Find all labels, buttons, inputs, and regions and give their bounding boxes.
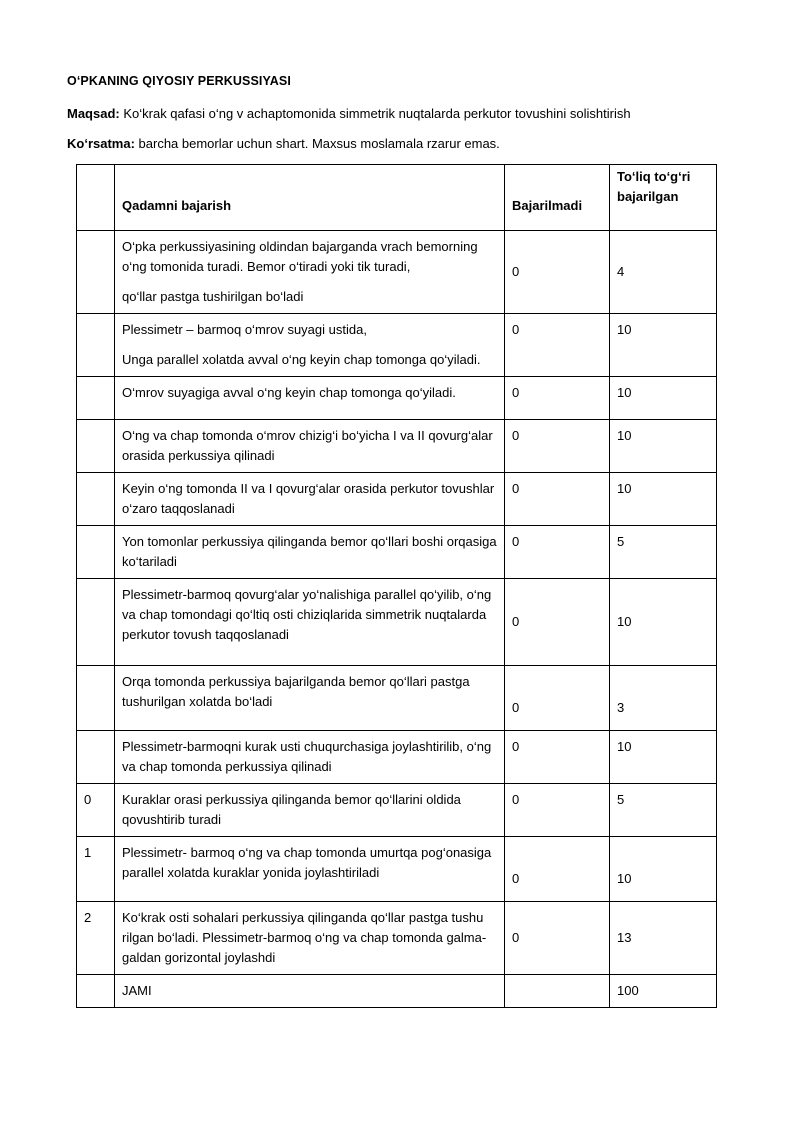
table-header-row [77,165,717,231]
row-step-text-2: qo‘llar pastga tushirilgan bo‘ladi [122,289,304,304]
total-not-done [505,975,610,1008]
row-done: 10 [610,377,717,420]
row-num [77,377,115,420]
total-row [77,975,717,1008]
header-num [77,165,115,231]
row-step [115,314,505,377]
row-done: 10 [610,731,717,784]
row-num [77,420,115,473]
row-not-done: 0 [505,902,610,975]
table-row [77,526,717,579]
row-step: Plessimetr-barmoq qovurg‘alar yo‘nalishiga parallel qo‘yilib, o‘ng va chap tomondagi qo‘ltiq osti chiziqlarida simmetrik nuqtalarda perkutor tovush taqqoslanadi [115,579,505,666]
row-done: 4 [610,231,717,314]
row-not-done: 0 [505,526,610,579]
row-not-done: 0 [505,231,610,314]
row-done: 5 [610,784,717,837]
header-done: To‘liq to‘g‘ri bajarilgan [610,165,717,231]
row-not-done: 0 [505,784,610,837]
row-not-done: 0 [505,666,610,731]
row-not-done: 0 [505,314,610,377]
table-row [77,666,717,731]
table-row [77,837,717,902]
row-num: 0 [77,784,115,837]
table-row [77,473,717,526]
row-step-text: O‘pka perkussiyasining oldindan bajarganda vrach bemorning o‘ng tomonida turadi. Bemor o‘tiradi yoki tik turadi, [122,239,478,274]
row-not-done: 0 [505,579,610,666]
page-title: O‘PKANING QIYOSIY PERKUSSIYASI [67,74,291,88]
row-num: 2 [77,902,115,975]
goal-line [67,106,631,121]
row-not-done: 0 [505,377,610,420]
row-done: 10 [610,579,717,666]
row-done: 3 [610,666,717,731]
row-num [77,579,115,666]
row-step: Kuraklar orasi perkussiya qilinganda bemor qo‘llarini oldida qovushtirib turadi [115,784,505,837]
row-num [77,526,115,579]
row-step-text-2: Unga parallel xolatda avval o‘ng keyin chap tomonga qo‘yiladi. [122,352,481,367]
instruction-label: Ko‘rsatma: [67,136,135,151]
table-row [77,784,717,837]
row-num [77,473,115,526]
table-row [77,420,717,473]
row-step-text: Plessimetr – barmoq o‘mrov suyagi ustida, [122,322,367,337]
total-num [77,975,115,1008]
row-step [115,231,505,314]
row-not-done: 0 [505,420,610,473]
row-done: 10 [610,837,717,902]
table-row [77,579,717,666]
row-done: 5 [610,526,717,579]
row-not-done: 0 [505,837,610,902]
header-not-done: Bajarilmadi [505,165,610,231]
row-done: 10 [610,314,717,377]
total-label: JAMI [115,975,505,1008]
goal-text: Ko‘krak qafasi o‘ng v achaptomonida simmetrik nuqtalarda perkutor tovushini solishtirish [119,106,631,121]
row-step: Ko‘krak osti sohalari perkussiya qilinganda qo‘llar pastga tushu rilgan bo‘ladi. Plessimetr-barmoq o‘ng va chap tomonda galma- galdan gorizontal joylashdi [115,902,505,975]
instruction-text: barcha bemorlar uchun shart. Maxsus moslamala rzarur emas. [134,136,500,151]
row-done: 10 [610,420,717,473]
table-row [77,731,717,784]
goal-label: Maqsad: [67,106,120,121]
table-row [77,902,717,975]
row-not-done: 0 [505,731,610,784]
row-num [77,314,115,377]
row-num [77,666,115,731]
row-num [77,231,115,314]
table-row [77,314,717,377]
table-row [77,377,717,420]
header-step: Qadamni bajarish [115,165,505,231]
row-step: O‘ng va chap tomonda o‘mrov chizig‘i bo‘yicha I va II qovurg‘alar orasida perkussiya qilinadi [115,420,505,473]
row-num [77,731,115,784]
row-done: 10 [610,473,717,526]
row-step: Plessimetr- barmoq o‘ng va chap tomonda umurtqa pog‘onasiga parallel xolatda kuraklar yonida joylashtiriladi [115,837,505,902]
row-done: 13 [610,902,717,975]
row-not-done: 0 [505,473,610,526]
total-done: 100 [610,975,717,1008]
instruction-line [67,136,500,151]
row-step: Keyin o‘ng tomonda II va I qovurg‘alar orasida perkutor tovushlar o‘zaro taqqoslanadi [115,473,505,526]
row-step: Orqa tomonda perkussiya bajarilganda bemor qo‘llari pastga tushurilgan xolatda bo‘ladi [115,666,505,731]
steps-table [76,164,717,1008]
row-step: Plessimetr-barmoqni kurak usti chuqurchasiga joylashtirilib, o‘ng va chap tomonda perkussiya qilinadi [115,731,505,784]
row-step: Yon tomonlar perkussiya qilinganda bemor qo‘llari boshi orqasiga ko‘tariladi [115,526,505,579]
row-step: O‘mrov suyagiga avval o‘ng keyin chap tomonga qo‘yiladi. [115,377,505,420]
table-row [77,231,717,314]
row-num: 1 [77,837,115,902]
